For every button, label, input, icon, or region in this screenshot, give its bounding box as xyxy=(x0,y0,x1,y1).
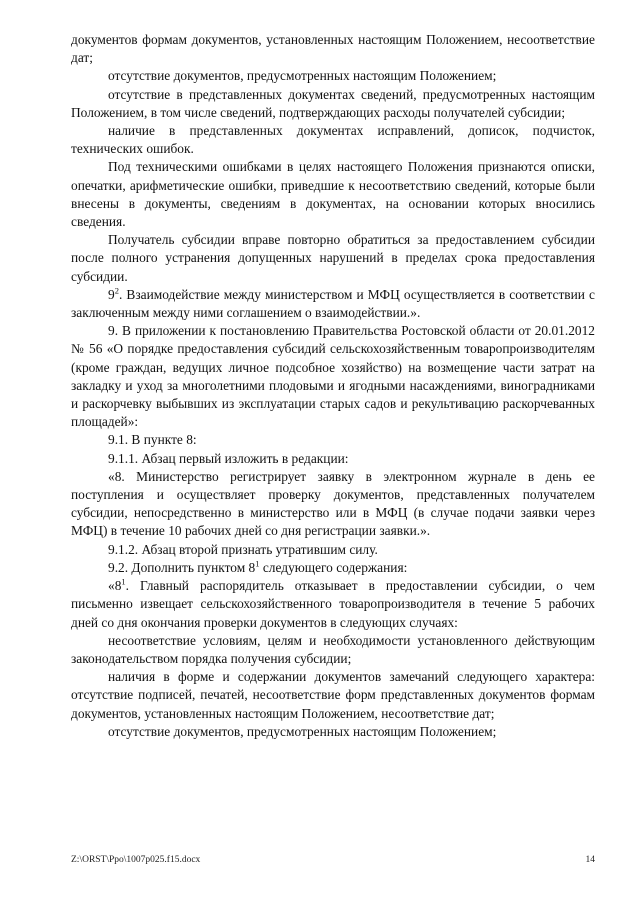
paragraph-8-1 xyxy=(71,577,595,632)
paragraph: документов формам документов, установленных настоящим Положением, несоответствие дат; xyxy=(71,32,595,66)
paragraph: отсутствие документов, предусмотренных настоящим Положением; xyxy=(108,68,497,84)
clause-text: . Взаимодействие между министерством и МФЦ осуществляется в соответствии с заключенным между ними соглашением о взаимодействии.». xyxy=(71,286,595,321)
page-number: 14 xyxy=(585,855,595,865)
clause-text: 9.2. Дополнить пунктом 8 xyxy=(108,559,256,575)
clause-superscript: 1 xyxy=(121,576,126,587)
clause-number: 9 xyxy=(108,286,115,302)
paragraph: 9. В приложении к постановлению Правительства Ростовской области от 20.01.2012 № 56 «О порядке предоставления субсидий сельскохозяйственным товаропроизводителям (кроме граждан, ведущих личное подсобное хозяйство) на возмещение части затрат на закладку и уход за многолетними плодовыми и ягодными насаждениями, виноградниками и раскорчевку выбывших из эксплуатации старых садов и рекультивацию раскорчеванных площадей»: xyxy=(71,323,595,430)
clause-superscript: 1 xyxy=(255,558,260,569)
paragraph: 9.1. В пункте 8: xyxy=(108,432,197,448)
page-footer xyxy=(71,855,595,869)
paragraph: отсутствие в представленных документах сведений, предусмотренных настоящим Положением, в том числе сведений, подтверждающих расходы получателей субсидии; xyxy=(71,86,595,120)
paragraph: «8. Министерство регистрирует заявку в электронном журнале в день ее поступления и осуществляет проверку документов, представленных получателем субсидии, непосредственно в министерство или в МФЦ (в случае подачи заявки через МФЦ) в течение 10 рабочих дней со дня регистрации заявки.». xyxy=(71,468,595,539)
paragraph: Получатель субсидии вправе повторно обратиться за предоставлением субсидии после полного устранения допущенных нарушений в пределах срока предоставления субсидии. xyxy=(71,232,595,284)
clause-text: . Главный распорядитель отказывает в предоставлении субсидии, о чем письменно извещает сельскохозяйственного товаропроизводителя в течение 5 рабочих дней со дня окончания проверки документов в следующих случаях: xyxy=(71,578,595,630)
paragraph: 9.1.1. Абзац первый изложить в редакции: xyxy=(108,450,349,466)
document-body xyxy=(71,31,595,741)
paragraph: 9.1.2. Абзац второй признать утратившим силу. xyxy=(108,541,378,557)
paragraph: отсутствие документов, предусмотренных настоящим Положением; xyxy=(108,723,497,739)
paragraph-9-2-add xyxy=(71,559,595,577)
clause-number: «8 xyxy=(108,578,122,594)
paragraph: наличия в форме и содержании документов замечаний следующего характера: отсутствие подписей, печатей, несоответствие форм представленных документов формам документов, установленных настоящим Положением, несоответствие дат; xyxy=(71,669,595,721)
paragraph: Под техническими ошибками в целях настоящего Положения признаются описки, опечатки, арифметические ошибки, приведшие к несоответствию сведений, которые были внесены в документы, сведениям в документах, на основании которых вносились сведения. xyxy=(71,159,595,230)
clause-superscript: 2 xyxy=(114,285,119,296)
paragraph-9-2 xyxy=(71,286,595,322)
paragraph: несоответствие условиям, целям и необходимости установленного действующим законодательством порядка получения субсидии; xyxy=(71,632,595,666)
paragraph: наличие в представленных документах исправлений, дописок, подчисток, технических ошибок. xyxy=(71,123,595,157)
clause-text: следующего содержания: xyxy=(259,559,408,575)
file-path: Z:\ORST\Ppo\1007p025.f15.docx xyxy=(71,855,201,865)
